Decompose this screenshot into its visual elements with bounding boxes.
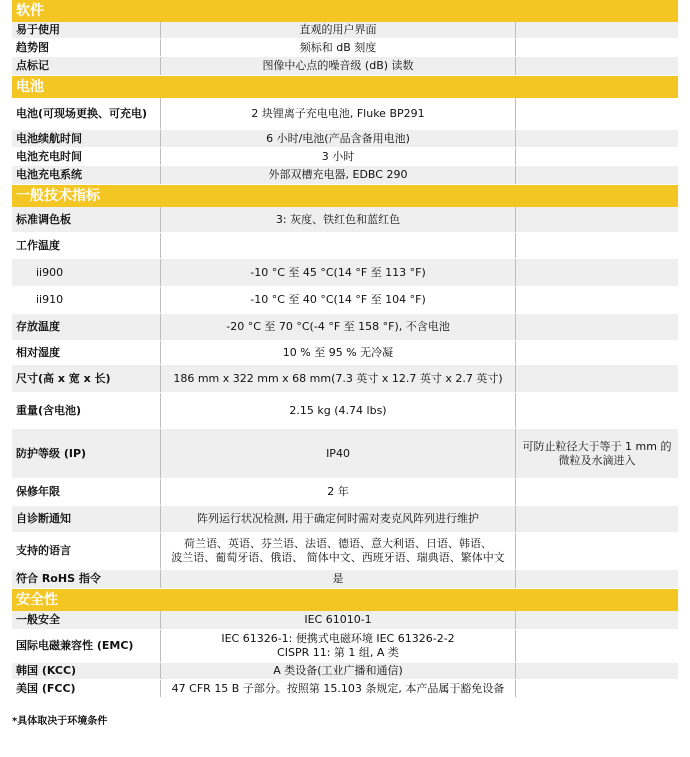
spec-value [160, 533, 516, 569]
spec-value: 47 CFR 15 B 子部分。按照第 15.103 条规定, 本产品属于豁免设备 [160, 680, 516, 697]
spec-value: 2 块锂离子充电电池, Fluke BP291 [160, 98, 516, 129]
spec-note [516, 341, 678, 364]
spec-row [12, 233, 678, 259]
footnote: *具体取决于环境条件 [12, 716, 108, 727]
spec-value: IEC 61010-1 [160, 611, 516, 629]
spec-value [160, 233, 516, 258]
spec-value: 图像中心点的噪音级 (dB) 读数 [160, 57, 516, 75]
spec-value-line: CISPR 11: 第 1 组, A 类 [277, 646, 399, 659]
spec-row [12, 680, 678, 698]
spec-label: 标准调色板 [16, 212, 71, 226]
spec-value: 6 小时/电池(产品含备用电池) [160, 130, 516, 147]
spec-value: 是 [160, 570, 516, 588]
spec-label: 符合 RoHS 指令 [16, 572, 101, 585]
spec-row [12, 39, 678, 57]
spec-note [516, 287, 678, 313]
spec-note [516, 57, 678, 75]
spec-row [12, 287, 678, 314]
spec-value: 频标和 dB 刻度 [160, 39, 516, 56]
spec-note [516, 166, 678, 184]
spec-row [12, 207, 678, 233]
spec-row [12, 98, 678, 130]
spec-value: -10 °C 至 45 °C(14 °F 至 113 °F) [160, 259, 516, 286]
spec-note [516, 630, 678, 662]
spec-label: 自诊断通知 [16, 512, 71, 525]
spec-note: 可防止粒径大于等于 1 mm 的微粒及水滴进入 [522, 439, 672, 467]
spec-row [12, 148, 678, 166]
spec-value: 直观的用户界面 [160, 22, 516, 38]
spec-table [12, 0, 678, 698]
spec-value: 3 小时 [160, 148, 516, 165]
spec-row [12, 611, 678, 630]
spec-row [12, 533, 678, 570]
spec-label: 美国 (FCC) [16, 681, 76, 695]
spec-note [516, 680, 678, 697]
spec-label: 点标记 [16, 59, 49, 72]
spec-label: 电池充电系统 [16, 168, 82, 181]
section-header: 电池 [12, 76, 678, 98]
spec-note [516, 314, 678, 340]
spec-row [12, 130, 678, 148]
section-header: 安全性 [12, 589, 678, 611]
spec-row [12, 314, 678, 341]
spec-note [516, 130, 678, 147]
spec-note [516, 533, 678, 569]
spec-value-line: IEC 61326-1: 便携式电磁环境 IEC 61326-2-2 [221, 632, 455, 645]
spec-value: 186 mm x 322 mm x 68 mm(7.3 英寸 x 12.7 英寸 x 2.7 英寸) [160, 365, 516, 392]
spec-value: 10 % 至 95 % 无冷凝 [160, 341, 516, 364]
section-header: 软件 [12, 0, 678, 22]
spec-row [12, 479, 678, 506]
spec-note [516, 148, 678, 165]
spec-label: 尺寸(高 x 宽 x 长) [16, 371, 111, 385]
spec-row [12, 429, 678, 479]
spec-note [516, 233, 678, 258]
spec-value: -20 °C 至 70 °C(-4 °F 至 158 °F), 不含电池 [160, 314, 516, 340]
spec-label: 一般安全 [16, 613, 60, 626]
spec-note [516, 365, 678, 392]
spec-label: 防护等级 (IP) [16, 446, 87, 460]
spec-note [516, 479, 678, 505]
spec-label: 国际电磁兼容性 (EMC) [16, 639, 134, 652]
spec-row [12, 663, 678, 680]
spec-value [160, 630, 516, 662]
spec-value-line: 荷兰语、英语、芬兰语、法语、德语、意大利语、日语、韩语、 [184, 537, 492, 550]
spec-value: 阵列运行状况检测, 用于确定何时需对麦克风阵列进行维护 [160, 506, 516, 532]
spec-note [516, 663, 678, 679]
spec-value: 2 年 [160, 479, 516, 505]
spec-value: 2.15 kg (4.74 lbs) [160, 393, 516, 428]
spec-note [516, 259, 678, 286]
spec-label: ii900 [36, 265, 64, 279]
spec-label: 工作温度 [16, 238, 60, 252]
spec-row [12, 259, 678, 287]
spec-label: 电池(可现场更换、可充电) [16, 106, 148, 120]
spec-value: -10 °C 至 40 °C(14 °F 至 104 °F) [160, 287, 516, 313]
spec-label: 易于使用 [16, 23, 60, 36]
spec-row [12, 630, 678, 663]
spec-note [516, 393, 678, 428]
spec-label: ii910 [36, 293, 64, 306]
spec-label: 电池充电时间 [16, 149, 82, 163]
spec-label: 相对湿度 [16, 345, 60, 359]
spec-value: A 类设备(工业广播和通信) [160, 663, 516, 679]
spec-note [516, 570, 678, 588]
spec-label: 支持的语言 [16, 544, 71, 557]
spec-label: 保修年限 [16, 485, 60, 498]
spec-row [12, 506, 678, 533]
spec-label: 韩国 (KCC) [16, 664, 77, 677]
spec-row [12, 57, 678, 76]
section-header: 一般技术指标 [12, 185, 678, 207]
spec-note [516, 207, 678, 232]
spec-value: IP40 [160, 429, 516, 478]
spec-value: 外部双槽充电器, EDBC 290 [160, 166, 516, 184]
spec-row [12, 570, 678, 589]
spec-row [12, 341, 678, 365]
spec-value-line: 波兰语、葡萄牙语、俄语、 简体中文、西班牙语、瑞典语、繁体中文 [171, 551, 505, 564]
spec-note [516, 506, 678, 532]
spec-note [516, 611, 678, 629]
spec-row [12, 166, 678, 185]
spec-value: 3: 灰度、铁红色和蓝红色 [160, 207, 516, 232]
spec-note [516, 22, 678, 38]
spec-row [12, 393, 678, 429]
spec-note [516, 98, 678, 129]
spec-label: 存放温度 [16, 320, 60, 333]
spec-label: 重量(含电池) [16, 403, 82, 417]
spec-row [12, 365, 678, 393]
spec-label: 电池续航时间 [16, 131, 82, 145]
spec-label: 趋势图 [16, 40, 49, 54]
spec-row [12, 22, 678, 39]
spec-note [516, 39, 678, 56]
